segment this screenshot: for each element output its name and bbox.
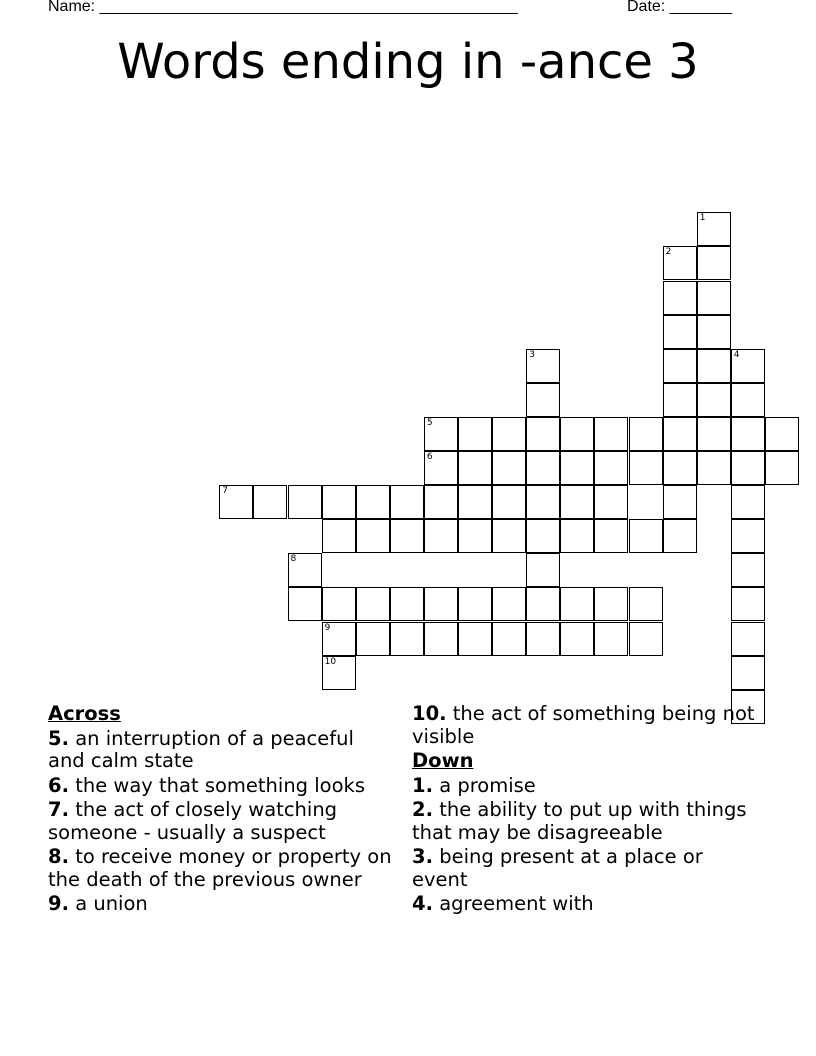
clue-item-text: a union [75, 892, 148, 915]
grid-cell[interactable] [731, 519, 765, 553]
grid-cell[interactable] [731, 417, 765, 451]
grid-cell[interactable] [594, 417, 628, 451]
grid-cell[interactable] [629, 519, 663, 553]
grid-cell[interactable] [390, 587, 424, 621]
grid-cell[interactable] [492, 622, 526, 656]
grid-cell[interactable] [697, 349, 731, 383]
grid-cell[interactable] [663, 383, 697, 417]
clue-item-number: 3. [412, 845, 433, 868]
grid-cell[interactable] [390, 519, 424, 553]
clue-item-number: 5. [48, 726, 69, 750]
grid-cell[interactable] [560, 451, 594, 485]
grid-cell[interactable] [560, 587, 594, 621]
clue-number: 2 [665, 247, 672, 258]
grid-cell[interactable] [458, 587, 492, 621]
clue-item-text: the act of something being not visible [412, 702, 755, 748]
clue-item [48, 846, 393, 891]
clue-item [412, 703, 757, 748]
across-heading: Across [48, 702, 121, 725]
grid-cell[interactable] [697, 315, 731, 349]
page-title: Words ending in -ance 3 [117, 34, 699, 90]
down-heading: Down [412, 749, 474, 772]
clue-number: 8 [290, 554, 297, 565]
clue-item [48, 728, 393, 773]
grid-cell[interactable] [526, 451, 560, 485]
grid-cell[interactable] [390, 622, 424, 656]
clue-item-text: to receive money or property on the death of the previous owner [48, 845, 392, 891]
grid-cell[interactable] [526, 417, 560, 451]
date-field-line[interactable]: Date: _______ [627, 0, 732, 15]
grid-cell[interactable] [697, 281, 731, 315]
grid-cell[interactable] [288, 485, 322, 519]
grid-cell[interactable] [458, 622, 492, 656]
clue-item [412, 893, 757, 916]
grid-cell[interactable] [629, 417, 663, 451]
grid-cell[interactable] [253, 485, 287, 519]
grid-cell[interactable] [458, 485, 492, 519]
grid-cell[interactable] [526, 519, 560, 553]
grid-cell[interactable] [731, 451, 765, 485]
clue-item-text: the act of closely watching someone - usually a suspect [48, 798, 338, 844]
clue-number: 6 [426, 452, 433, 462]
grid-cell[interactable] [629, 451, 663, 485]
grid-cell[interactable] [697, 451, 731, 485]
grid-cell[interactable] [594, 485, 628, 519]
grid-cell[interactable] [424, 485, 458, 519]
grid-cell[interactable] [560, 485, 594, 519]
grid-cell[interactable] [424, 519, 458, 553]
across-clue-list [48, 728, 393, 916]
grid-cell[interactable] [526, 622, 560, 656]
grid-cell[interactable] [731, 485, 765, 519]
grid-cell[interactable] [765, 451, 799, 485]
clue-item-number: 2. [412, 798, 433, 821]
grid-cell[interactable] [424, 451, 458, 485]
grid-cell[interactable] [356, 519, 390, 553]
grid-cell[interactable] [526, 349, 560, 383]
grid-cell[interactable] [560, 417, 594, 451]
grid-cell[interactable] [356, 622, 390, 656]
grid-cell[interactable] [492, 519, 526, 553]
grid-cell[interactable] [322, 656, 356, 690]
clue-number: 9 [324, 622, 331, 633]
grid-cell[interactable] [765, 417, 799, 451]
grid-cell[interactable] [594, 587, 628, 621]
clue-item-number: 7. [48, 798, 69, 821]
grid-cell[interactable] [594, 519, 628, 553]
grid-cell[interactable] [458, 451, 492, 485]
grid-cell[interactable] [424, 417, 458, 451]
grid-cell[interactable] [731, 656, 765, 690]
clue-number: 10 [324, 656, 337, 667]
clue-item-number: 8. [48, 845, 69, 868]
grid-cell[interactable] [697, 212, 731, 246]
down-clue-list [412, 775, 757, 916]
grid-cell[interactable] [458, 519, 492, 553]
grid-cell[interactable] [697, 383, 731, 417]
grid-cell[interactable] [663, 349, 697, 383]
grid-cell[interactable] [731, 587, 765, 621]
grid-cell[interactable] [424, 587, 458, 621]
clue-item-text: the ability to put up with things that may be disagreeable [412, 798, 747, 844]
clue-item-number: 6. [48, 773, 69, 797]
grid-cell[interactable] [356, 587, 390, 621]
clue-number: 4 [733, 349, 740, 360]
clue-item [412, 799, 757, 844]
clue-item-text: the way that something looks [75, 773, 365, 797]
grid-cell[interactable] [663, 485, 697, 519]
clue-item-text: agreement with [439, 892, 594, 915]
grid-cell[interactable] [697, 246, 731, 280]
clue-item-number: 1. [412, 773, 433, 797]
grid-cell[interactable] [560, 519, 594, 553]
grid-cell[interactable] [322, 519, 356, 553]
grid-cell[interactable] [731, 622, 765, 656]
clues-left-column [48, 703, 393, 918]
grid-cell[interactable] [663, 417, 697, 451]
clue-item-text: an interruption of a peaceful and calm state [48, 726, 354, 772]
grid-cell[interactable] [219, 485, 253, 519]
across-clue-list-continued [412, 703, 757, 748]
grid-cell[interactable] [390, 485, 424, 519]
grid-cell[interactable] [492, 587, 526, 621]
grid-cell[interactable] [594, 622, 628, 656]
clue-number: 3 [529, 349, 535, 360]
clue-item [412, 846, 757, 891]
grid-cell[interactable] [492, 417, 526, 451]
clue-item [48, 775, 393, 798]
grid-cell[interactable] [526, 383, 560, 417]
grid-cell[interactable] [731, 383, 765, 417]
grid-cell[interactable] [526, 553, 560, 587]
grid-cell[interactable] [731, 553, 765, 587]
grid-cell[interactable] [356, 485, 390, 519]
grid-cell[interactable] [697, 417, 731, 451]
name-field-line[interactable]: Name: _______________________________________________ [48, 0, 518, 15]
grid-cell[interactable] [288, 587, 322, 621]
grid-cell[interactable] [526, 485, 560, 519]
grid-cell[interactable] [492, 451, 526, 485]
clue-item-number: 9. [48, 892, 69, 915]
grid-cell[interactable] [492, 485, 526, 519]
grid-cell[interactable] [663, 315, 697, 349]
grid-cell[interactable] [560, 622, 594, 656]
clue-item [48, 893, 393, 916]
grid-cell[interactable] [663, 281, 697, 315]
grid-cell[interactable] [663, 519, 697, 553]
grid-cell[interactable] [594, 451, 628, 485]
clues-right-column [412, 703, 757, 918]
grid-cell[interactable] [526, 587, 560, 621]
grid-cell[interactable] [458, 417, 492, 451]
clue-item-text: a promise [439, 773, 536, 797]
grid-cell[interactable] [424, 622, 458, 656]
clue-number: 7 [222, 486, 229, 497]
clue-item [412, 775, 757, 798]
clue-number: 5 [426, 417, 433, 428]
grid-cell[interactable] [629, 587, 663, 621]
clue-item-text: being present at a place or event [412, 845, 703, 891]
clue-number: 1 [699, 213, 706, 224]
grid-cell[interactable] [322, 485, 356, 519]
clue-item-number: 4. [412, 892, 433, 915]
grid-cell[interactable] [663, 246, 697, 280]
grid-cell[interactable] [288, 553, 322, 587]
grid-cell[interactable] [322, 622, 356, 656]
grid-cell[interactable] [322, 587, 356, 621]
grid-cell[interactable] [629, 622, 663, 656]
clue-item-number: 10. [412, 702, 447, 725]
grid-cell[interactable] [731, 349, 765, 383]
clue-item [48, 799, 393, 844]
grid-cell[interactable] [663, 451, 697, 485]
